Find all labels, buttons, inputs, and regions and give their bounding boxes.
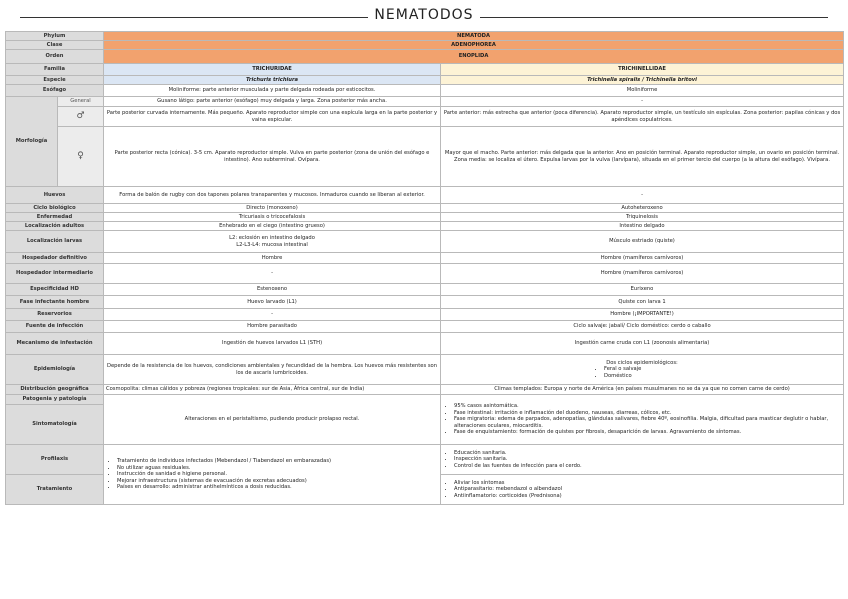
row-especie xyxy=(6,76,844,85)
list-item: • Antiparasitario: mebendazol o albendazol xyxy=(454,486,841,493)
list-item: • Control de las fuentes de infección para el cerdo. xyxy=(454,463,841,470)
mecanismo-b: Ingestión carne cruda con L1 (zoonosis alimentaria) xyxy=(441,333,844,355)
familia-trichinellidae: TRICHINELLIDAE xyxy=(441,64,844,76)
row-hosp-int xyxy=(6,264,844,284)
row-fase xyxy=(6,296,844,309)
list-item: • 95% casos asintomática. xyxy=(454,403,841,410)
row-morfologia-hembra xyxy=(6,127,844,187)
row-huevos xyxy=(6,187,844,204)
row-patogenia xyxy=(6,395,844,405)
label-patogenia: Patogenia y patología xyxy=(6,395,104,405)
row-phylum xyxy=(6,32,844,41)
label-huevos: Huevos xyxy=(6,187,104,204)
row-fuente xyxy=(6,321,844,333)
sintomatologia-b-list xyxy=(443,403,841,436)
epidemiologia-b-list xyxy=(593,366,841,379)
label-epidemiologia: Epidemiología xyxy=(6,355,104,385)
loc-larvas-a xyxy=(104,231,441,253)
label-tratamiento: Tratamiento xyxy=(6,475,104,505)
distribucion-b: Climas templados: Europa y norte de América (en países musulmanes no se da ya que no comen carne de cerdo) xyxy=(441,385,844,395)
huevos-b: - xyxy=(441,187,844,204)
list-item: • Fase intestinal: irritación e inflamación del duodeno, nauseas, diarreas, cólicos, etc. xyxy=(454,410,841,417)
row-loc-larvas xyxy=(6,231,844,253)
label-fase: Fase infectante hombre xyxy=(6,296,104,309)
female-icon: ♀ xyxy=(58,127,104,187)
huevos-a: Forma de balón de rugby con dos tapones polares transparentes y mucosos. Inmaduros cuando se liberan al exterior. xyxy=(104,187,441,204)
list-item: • Fase migratoria: edema de parpados, adenopatías, glándulas salivares, fiebre 40º, eosinofilia. Malgia, dificultad para masticar deglutir o hablar, alteraciones oculares, miocarditis. xyxy=(454,416,841,429)
loc-adultos-a: Enhebrado en el ciego (intestino grueso) xyxy=(104,222,441,231)
row-hosp-def xyxy=(6,253,844,264)
hosp-int-b: Hombre (mamíferos carnívoros) xyxy=(441,264,844,284)
epidemiologia-b-intro: Dos ciclos epidemiológicos: xyxy=(606,359,678,366)
epidemiologia-a: Depende de la resistencia de los huevos, condiciones ambientales y fecundidad de la hembra. Los huevos más resistentes son los de ascaris lumbricoides. xyxy=(104,355,441,385)
value-orden: ENOPLIDA xyxy=(104,50,844,64)
familia-trichuridae: TRICHURIDAE xyxy=(104,64,441,76)
value-clase: ADENOPHOREA xyxy=(104,41,844,50)
list-item: • Mejorar infraestructura (sistemas de evacuación de excretas adecuados) xyxy=(117,478,438,485)
label-phylum: Phylum xyxy=(6,32,104,41)
fuente-b: Ciclo salvaje: jabalí/ Ciclo doméstico: cerdo o caballo xyxy=(441,321,844,333)
loc-larvas-a-line: L2: eclosión en intestino delgado xyxy=(229,234,315,241)
label-reservorios: Reservorios xyxy=(6,309,104,321)
nematodos-table xyxy=(5,31,844,505)
profilaxis-a xyxy=(104,445,441,505)
row-especificidad xyxy=(6,284,844,296)
row-morfologia-macho xyxy=(6,107,844,127)
hembra-a: Parte posterior recta (cónica). 3-5 cm. Aparato reproductor simple. Vulva en parte posterior (zona de unión del esófago e intestino). Ano subterminal. Ovípara. xyxy=(104,127,441,187)
row-esofago xyxy=(6,85,844,97)
row-familia xyxy=(6,64,844,76)
list-item: • Países en desarrollo: administrar antihelmínticos a dosis reducidas. xyxy=(117,484,438,491)
fuente-a: Hombre parasitado xyxy=(104,321,441,333)
row-ciclo xyxy=(6,204,844,213)
macho-b: Parte anterior: más estrecha que anterior (poca diferencia). Aparato reproductor simple, un testículo sin espículas. Zona posterior: papilas cónicas y dos apéndices copulatrices. xyxy=(441,107,844,127)
list-item: • Aliviar los síntomas xyxy=(454,480,841,487)
label-especie: Especie xyxy=(6,76,104,85)
row-clase xyxy=(6,41,844,50)
list-item: • Educación sanitaria. xyxy=(454,450,841,457)
general-b: - xyxy=(441,97,844,107)
list-item: • Antiinflamatorio: corticoides (Prednisona) xyxy=(454,493,841,500)
label-profilaxis: Profilaxis xyxy=(6,445,104,475)
ciclo-a: Directo (monoxeno) xyxy=(104,204,441,213)
profilaxis-b-list xyxy=(443,450,841,470)
sintomatologia-b xyxy=(441,395,844,445)
fase-b: Quiste con larva 1 xyxy=(441,296,844,309)
especie-a: Trichuris trichiura xyxy=(104,76,441,85)
label-orden: Orden xyxy=(6,50,104,64)
label-sintomatologia: Sintomatología xyxy=(6,405,104,445)
epidemiologia-b xyxy=(441,355,844,385)
label-clase: Clase xyxy=(6,41,104,50)
label-distribucion: Distribución geográfica xyxy=(6,385,104,395)
row-mecanismo xyxy=(6,333,844,355)
label-familia: Familia xyxy=(6,64,104,76)
hosp-def-b: Hombre (mamíferos carnívoros) xyxy=(441,253,844,264)
label-loc-adultos: Localización adultos xyxy=(6,222,104,231)
page-title: NEMATODOS xyxy=(368,7,479,23)
label-mecanismo: Mecanismo de infestación xyxy=(6,333,104,355)
page-header xyxy=(0,6,848,28)
male-icon: ♂ xyxy=(58,107,104,127)
fase-a: Huevo larvado (L1) xyxy=(104,296,441,309)
reservorios-b: Hombre (¡IMPORTANTE!) xyxy=(441,309,844,321)
profilaxis-a-list xyxy=(106,458,438,491)
tratamiento-b-list xyxy=(443,480,841,500)
row-profilaxis xyxy=(6,445,844,475)
loc-larvas-b: Músculo estriado (quiste) xyxy=(441,231,844,253)
reservorios-a: - xyxy=(104,309,441,321)
list-item: • Feral o salvaje xyxy=(604,366,841,373)
enfermedad-b: Triquinelosis xyxy=(441,213,844,222)
enfermedad-a: Tricuriasis o tricocefalosis xyxy=(104,213,441,222)
label-hosp-def: Hospedador definitivo xyxy=(6,253,104,264)
label-hosp-int: Hospedador intermediario xyxy=(6,264,104,284)
row-enfermedad xyxy=(6,213,844,222)
label-ciclo: Ciclo biológico xyxy=(6,204,104,213)
label-esofago: Esófago xyxy=(6,85,104,97)
macho-a: Parte posterior curvada internamente. Más pequeño. Aparato reproductor simple con una espícula larga en la parte posterior y vaina espicular. xyxy=(104,107,441,127)
label-especificidad: Especificidad HD xyxy=(6,284,104,296)
row-orden xyxy=(6,50,844,64)
distribucion-a: Cosmopolita: climas cálidos y pobreza (regiones tropicales: sur de Asia, África central, sur de India) xyxy=(104,385,441,395)
list-item: • Tratamiento de individuos infectados (Mebendazol / Tiabendazol en embarazadas) xyxy=(117,458,438,465)
especie-b: Trichinella spiralis / Trichinella britovi xyxy=(441,76,844,85)
label-enfermedad: Enfermedad xyxy=(6,213,104,222)
hosp-int-a: - xyxy=(104,264,441,284)
label-fuente: Fuente de infección xyxy=(6,321,104,333)
mecanismo-a: Ingestión de huevos larvados L1 (STH) xyxy=(104,333,441,355)
ciclo-b: Autoheteroxeno xyxy=(441,204,844,213)
list-item: • Doméstico xyxy=(604,373,841,380)
general-a: Gusano látigo: parte anterior (esófago) muy delgada y larga. Zona posterior más ancha. xyxy=(104,97,441,107)
loc-adultos-b: Intestino delgado xyxy=(441,222,844,231)
value-phylum: NEMATODA xyxy=(104,32,844,41)
profilaxis-b xyxy=(441,445,844,475)
especificidad-b: Eurixeno xyxy=(441,284,844,296)
loc-larvas-a-line: L2-L3-L4: mucosa intestinal xyxy=(236,241,308,248)
hembra-b: Mayor que el macho. Parte anterior: más delgada que la anterior. Ano en posición terminal. Aparato reproductor simple, un ovario en posición terminal. Zona media: se localiza el útero. Expulsa larvas por la vulva (larvípara), situada en el primer tercio del cuerpo (a la altura del esófago). Vivípara. xyxy=(441,127,844,187)
list-item: • No utilizar aguas residuales. xyxy=(117,465,438,472)
row-epidemiologia xyxy=(6,355,844,385)
label-loc-larvas: Localización larvas xyxy=(6,231,104,253)
hosp-def-a: Hombre xyxy=(104,253,441,264)
tratamiento-b xyxy=(441,475,844,505)
list-item: • Instrucción de sanidad e higiene personal. xyxy=(117,471,438,478)
list-item: • Inspección sanitaria. xyxy=(454,456,841,463)
row-loc-adultos xyxy=(6,222,844,231)
row-morfologia-general xyxy=(6,97,844,107)
sintomatologia-a: Alteraciones en el peristaltismo, pudiendo producir prolapso rectal. xyxy=(104,395,441,445)
list-item: • Fase de enquistamiento: formación de quistes por fibrosis, desaparición de larvas. Agravamiento de síntomas. xyxy=(454,429,841,436)
row-reservorios xyxy=(6,309,844,321)
esofago-a: Moliniforme: parte anterior musculada y parte delgada rodeada por esticocitos. xyxy=(104,85,441,97)
esofago-b: Moliniforme xyxy=(441,85,844,97)
label-general: General xyxy=(58,97,104,107)
row-distribucion xyxy=(6,385,844,395)
label-morfologia: Morfología xyxy=(6,97,58,187)
especificidad-a: Estenoxeno xyxy=(104,284,441,296)
